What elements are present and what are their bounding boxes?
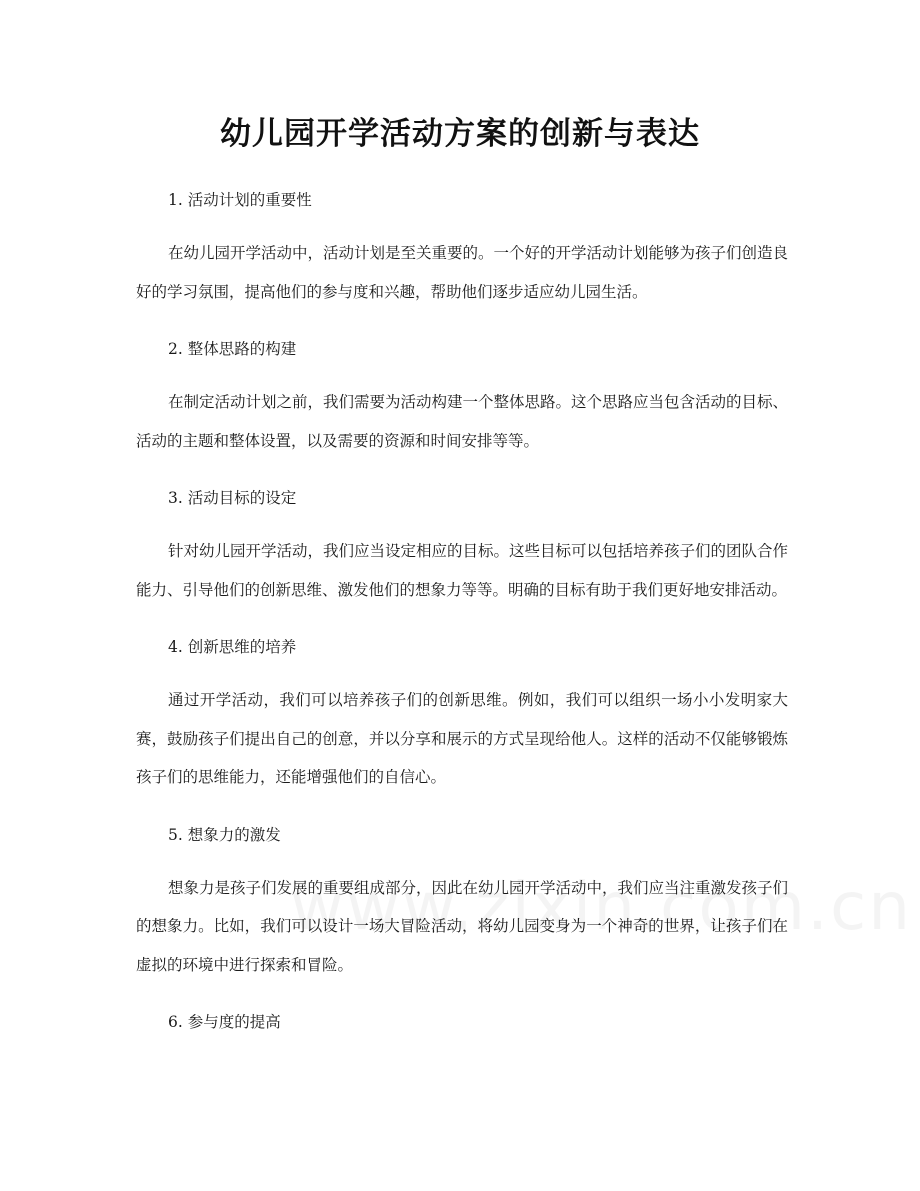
section-heading-6: 6. 参与度的提高 bbox=[168, 1013, 281, 1031]
section-paragraph-4: 通过开学活动，我们可以培养孩子们的创新思维。例如，我们可以组织一场小小发明家大赛，鼓励孩子们提出自己的创意，并以分享和展示的方式呈现给他人。这样的活动不仅能够锻炼孩子们的思维能力，还能增强他们的自信心。 bbox=[136, 691, 788, 786]
document-title: 幼儿园开学活动方案的创新与表达 bbox=[220, 116, 700, 152]
section-heading-5: 5. 想象力的激发 bbox=[168, 825, 281, 844]
section-paragraph-5: 想象力是孩子们发展的重要组成部分，因此在幼儿园开学活动中，我们应当注重激发孩子们的想象力。比如，我们可以设计一场大冒险活动，将幼儿园变身为一个神奇的世界，让孩子们在虚拟的环境中进行探索和冒险。 bbox=[136, 878, 789, 974]
section-heading-3: 3. 活动目标的设定 bbox=[168, 489, 297, 507]
section-heading-1: 1. 活动计划的重要性 bbox=[168, 191, 312, 209]
section-paragraph-2: 在制定活动计划之前，我们需要为活动构建一个整体思路。这个思路应当包含活动的目标、活动的主题和整体设置，以及需要的资源和时间安排等等。 bbox=[136, 393, 789, 450]
section-paragraph-1: 在幼儿园开学活动中，活动计划是至关重要的。一个好的开学活动计划能够为孩子们创造良好的学习氛围，提高他们的参与度和兴趣，帮助他们逐步适应幼儿园生活。 bbox=[136, 244, 789, 301]
document-body bbox=[136, 186, 788, 1036]
section-heading-4: 4. 创新思维的培养 bbox=[168, 638, 297, 656]
section-paragraph-3: 针对幼儿园开学活动，我们应当设定相应的目标。这些目标可以包括培养孩子们的团队合作能力、引导他们的创新思维、激发他们的想象力等等。明确的目标有助于我们更好地安排活动。 bbox=[136, 542, 789, 599]
section-heading-2: 2. 整体思路的构建 bbox=[168, 340, 297, 358]
